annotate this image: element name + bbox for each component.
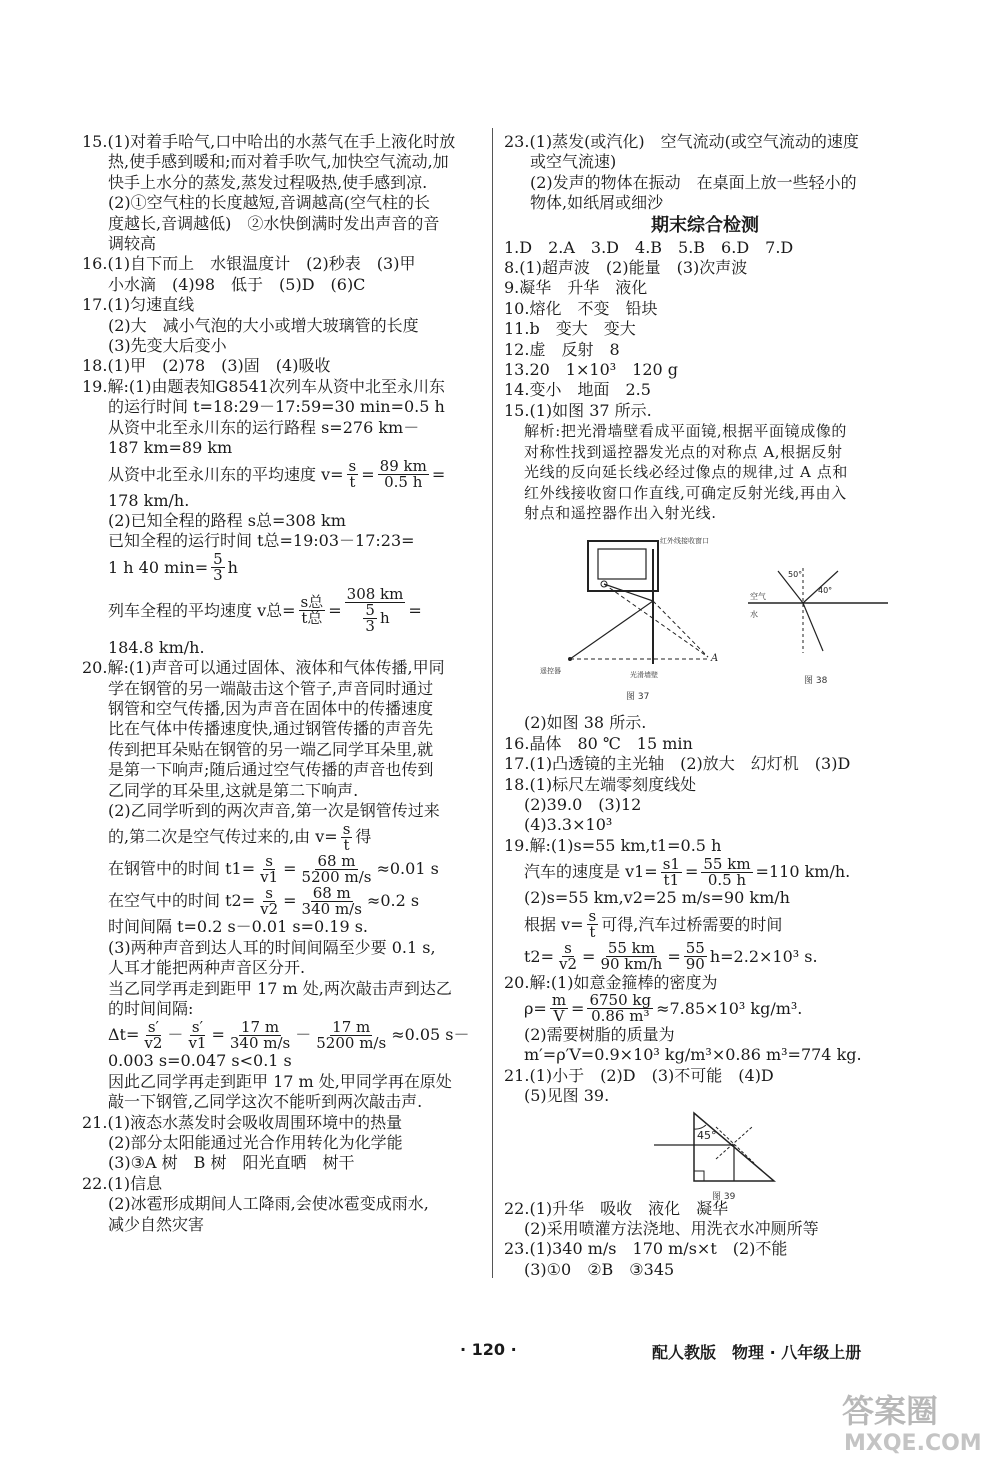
eq-text: h=2.2×10³ s.: [709, 946, 818, 966]
answer-21: [82, 1113, 487, 1174]
answer-17: [82, 295, 487, 356]
label-air: 空气: [750, 592, 766, 602]
answer-16: 16.晶体 80 ℃ 15 min: [504, 733, 693, 753]
answer-19: [504, 836, 906, 973]
answer-23-prev: [504, 132, 906, 214]
fraction: [228, 1020, 292, 1051]
numerator: s: [348, 458, 357, 475]
numerator: s′: [191, 1019, 203, 1036]
fraction: [300, 854, 374, 885]
label-45: 45°: [697, 1128, 717, 1142]
eq-text: =: [431, 464, 446, 484]
eq-text: ≈0.05 s－: [391, 1025, 470, 1045]
text-line: 16.(1)自下而上 水银温度计 (2)秒表 (3)甲: [82, 254, 416, 274]
answer-21: [504, 1066, 906, 1107]
eq-text: 汽车的速度是 v1=: [524, 862, 658, 882]
eq-text: ≈7.85×10³ kg/m³.: [656, 998, 803, 1018]
text-line: 小水滴 (4)98 低于 (5)D (6)C: [108, 274, 366, 294]
eq-text: =: [667, 946, 681, 966]
eq-text: ρ=: [524, 998, 547, 1018]
text-line: (3)两种声音到达人耳的时间间隔至少要 0.1 s,: [108, 937, 436, 957]
numerator: 17 m: [241, 1019, 280, 1036]
figure-38: [748, 563, 898, 663]
text-line: 乙同学的耳朵里,这就是第二下响声.: [108, 780, 359, 800]
numerator: 55: [685, 940, 705, 958]
text-line: (2)乙同学听到的两次声音,第一次是钢管传过来: [108, 800, 440, 820]
text-line: 18.(1)标尺左端零刻度线处: [504, 774, 697, 794]
fraction: [661, 857, 682, 888]
eq-text: Δt=: [108, 1025, 140, 1045]
numerator: 5: [213, 551, 223, 569]
watermark-logo: [834, 1386, 994, 1456]
text-line: 时间间隔 t=0.2 s－0.01 s=0.19 s.: [108, 917, 369, 937]
eq-text: 可得,汽车过桥需要的时间: [601, 914, 783, 934]
answer-1-7: 1.D 2.A 3.D 4.B 5.B 6.D 7.D: [504, 237, 794, 257]
text-line: (2)冰雹形成期间人工降雨,会使冰雹变成雨水,: [108, 1194, 429, 1214]
fraction: [684, 941, 707, 972]
label-40: 40°: [818, 586, 833, 596]
text-line: 解析:把光滑墙壁看成平面镜,根据平面镜成像的: [524, 422, 848, 441]
text-line: 178 km/h.: [108, 490, 190, 510]
answer-18: [504, 775, 906, 836]
fraction: [550, 993, 568, 1024]
fraction: [186, 1020, 208, 1051]
fraction: [142, 1020, 164, 1051]
text-line: 减少自然灾害: [108, 1214, 205, 1234]
fraction: [341, 822, 353, 853]
text-line: 红外线接收窗口作直线,可确定反射光线,再由入: [524, 483, 847, 502]
denominator: t1: [663, 870, 680, 889]
answer-11: 11.b 变大 变大: [504, 319, 636, 339]
eq-text: =: [582, 946, 596, 966]
numerator: m: [551, 992, 567, 1010]
fraction: [345, 587, 406, 634]
text-line: (4)3.3×10³: [524, 815, 613, 835]
denominator: t总: [301, 609, 323, 628]
numerator: 55 km: [607, 940, 655, 958]
column-divider: [492, 128, 493, 1278]
answer-15: 15.(1)如图 37 所示.: [504, 400, 652, 420]
text-line: 是第一下响声;随后通过空气传播的声音也传到: [108, 760, 434, 780]
text-line: 的运行时间 t=18:29－17:59=30 min=0.5 h: [108, 397, 445, 417]
figures-37-38: [504, 523, 906, 713]
eq-text: =: [211, 1025, 225, 1045]
text-line: 19.解:(1)s=55 km,t1=0.5 h: [504, 835, 722, 855]
text-line: 热,使手感到暖和;而对着手吹气,加快空气流动,加: [108, 152, 449, 172]
fraction: [598, 941, 664, 972]
text-line: 已知全程的运行时间 t总=19:03－17:23=: [108, 531, 415, 551]
refracted-ray: [803, 603, 823, 651]
equation: [504, 856, 906, 888]
text-line: 184.8 km/h.: [108, 637, 205, 657]
denominator: 90 km/h: [600, 955, 663, 973]
denominator: v2: [260, 899, 279, 918]
fraction: [258, 886, 280, 917]
eq-text: 在空气中的时间 t2=: [108, 891, 256, 911]
eq-text: 在钢管中的时间 t1=: [108, 859, 256, 879]
book-info: 配人教版 物理 · 八年级上册: [652, 1343, 862, 1362]
fraction: [701, 857, 752, 888]
denominator: v1: [188, 1033, 207, 1052]
denominator: 5200 m/s: [301, 867, 372, 886]
label-remote: 遥控器: [540, 667, 561, 676]
text-line: (2)大 减小气泡的大小或增大玻璃管的长度: [108, 315, 419, 335]
extension-line: [653, 601, 708, 657]
fraction: [300, 886, 364, 917]
text-line: 光线的反向延长线必经过像点的规律,过 A 点和: [524, 463, 848, 482]
page-number: · 120 ·: [460, 1340, 517, 1359]
eq-text: 1 h 40 min=: [108, 557, 209, 577]
text-line: 15.(1)对着手哈气,口中哈出的水蒸气在手上液化时放: [82, 132, 456, 151]
eq-text: 根据 v=: [524, 914, 584, 934]
text-line: 22.(1)信息: [82, 1173, 163, 1193]
label-water: 水: [750, 610, 758, 620]
numerator: 55 km: [703, 856, 751, 873]
answer-18: 18.(1)甲 (2)78 (3)固 (4)吸收: [82, 356, 331, 376]
text-line: (3)③A 树 B 树 阳光直晒 树干: [108, 1153, 355, 1173]
watermark-text-url: MXQE.COM: [844, 1431, 982, 1456]
text-line: 传到把耳朵贴在钢管的另一端乙同学耳朵里,就: [108, 739, 434, 759]
text-line: 21.(1)液态水蒸发时会吸收周围环境中的热量: [82, 1112, 403, 1132]
eq-text: =110 km/h.: [755, 862, 851, 882]
equation: [82, 1019, 487, 1051]
answer-10: 10.熔化 不变 铅块: [504, 298, 658, 318]
denominator: v2: [559, 955, 578, 973]
text-line: 23.(1)蒸发(或汽化) 空气流动(或空气流动的速度: [504, 132, 859, 151]
text-line: 23.(1)340 m/s 170 m/s×t (2)不能: [504, 1239, 788, 1259]
eq-text: =: [328, 600, 342, 620]
equation: [504, 941, 906, 973]
text-line: 调较高: [108, 234, 157, 254]
equation: [504, 993, 906, 1025]
equation: [82, 584, 487, 638]
equation: [82, 853, 487, 885]
label-a: A: [711, 653, 719, 665]
numerator: s: [564, 940, 572, 958]
denominator: t: [343, 835, 350, 854]
watermark-text-cn: 答案圈: [842, 1392, 939, 1430]
answer-8: 8.(1)超声波 (2)能量 (3)次声波: [504, 258, 748, 278]
equation: [82, 552, 487, 584]
answer-13: 13.20 1×10³ 120 g: [504, 360, 679, 380]
text-line: 物体,如纸屑或细沙: [530, 193, 664, 213]
fraction: [378, 459, 429, 490]
denominator: t: [589, 923, 596, 941]
text-line: 17.(1)匀速直线: [82, 295, 195, 315]
eq-text: h: [227, 557, 238, 577]
equation: [82, 821, 487, 853]
fraction: [587, 909, 599, 940]
eq-text: =: [283, 859, 297, 879]
text-line: 对称性找到遥控器发光点的对称点 A,根据反射: [524, 442, 843, 461]
denominator: v1: [260, 867, 279, 886]
answer-20: [82, 658, 487, 1113]
numerator: s: [588, 908, 597, 926]
section-title: 期末综合检测: [651, 214, 759, 236]
reflected-ray: [604, 584, 653, 601]
fraction: [299, 595, 326, 626]
text-line: (2)需要树脂的质量为: [524, 1024, 675, 1044]
answer-12: 12.虚 反射 8: [504, 339, 620, 359]
text-line: 因此乙同学再走到距甲 17 m 处,甲同学再在原处: [108, 1071, 452, 1091]
label-wall: 光滑墙壁: [630, 671, 658, 680]
figure-39-wrap: [504, 1107, 906, 1202]
denominator: 340 m/s: [229, 1033, 291, 1052]
text-line: (2)39.0 (3)12: [524, 794, 642, 814]
eq-text: h: [379, 609, 390, 628]
text-line: 钢管和空气传播,因为声音在固体中的传播速度: [108, 698, 434, 718]
numerator: 89 km: [379, 458, 427, 475]
denominator: 3: [365, 617, 375, 636]
answer-22: [82, 1174, 487, 1235]
text-line: (2)采用喷灌方法浇地、用洗衣水冲厕所等: [524, 1219, 819, 1238]
equation: [504, 909, 906, 941]
text-line: 20.解:(1)如意金箍棒的密度为: [504, 972, 718, 992]
text-line: 学在钢管的另一端敲击这个管子,声音同时通过: [108, 678, 434, 698]
eq-text: =: [408, 600, 422, 620]
eq-text: 的,第二次是空气传过来的,由 v=: [108, 827, 338, 847]
text-line: (2)s=55 km,v2=25 m/s=90 km/h: [524, 888, 790, 908]
text-line: 或空气流速): [530, 152, 617, 172]
fraction: [258, 854, 280, 885]
numerator: s1: [662, 856, 680, 873]
fraction: [587, 993, 653, 1024]
numerator: 68 m: [312, 885, 351, 902]
denominator: t: [349, 473, 356, 491]
text-line: 的时间间隔:: [108, 999, 194, 1018]
denominator: 0.5 h: [707, 870, 747, 889]
left-column: [82, 132, 487, 1235]
answer-20: [504, 973, 906, 1066]
text-line: (2)发声的物体在振动 在桌面上放一些轻小的: [530, 172, 857, 192]
label-window: 红外线接收窗口: [660, 537, 709, 546]
eq-text: ≈0.01 s: [376, 859, 439, 879]
text-line: 22.(1)升华 吸收 液化 凝华: [504, 1198, 729, 1218]
tv-screen: [598, 549, 646, 579]
text-line: (2)已知全程的路程 s总=308 km: [108, 510, 346, 530]
right-column: [504, 132, 906, 1280]
equation: [82, 459, 487, 491]
eq-text: ≈0.2 s: [366, 891, 420, 911]
fraction: [347, 459, 359, 490]
text-line: m′=ρ′V=0.9×10³ kg/m³×0.86 m³=774 kg.: [524, 1045, 862, 1065]
numerator: s′: [147, 1019, 159, 1036]
text-line: (2)部分太阳能通过光合作用转化为化学能: [108, 1133, 403, 1153]
equation: [82, 885, 487, 917]
text-line: (3)先变大后变小: [108, 336, 227, 356]
eq-text: =: [571, 998, 585, 1018]
numerator: s总: [300, 593, 324, 612]
answer-16: [82, 254, 487, 295]
answer-17: 17.(1)凸透镜的主光轴 (2)放大 幻灯机 (3)D: [504, 754, 851, 774]
fraction: [363, 603, 377, 634]
fraction: [314, 1020, 388, 1051]
answer-19: [82, 377, 487, 658]
denominator: V: [553, 1007, 565, 1025]
text-line: 21.(1)小于 (2)D (3)不可能 (4)D: [504, 1065, 774, 1085]
remote-dot: [568, 657, 572, 661]
numerator: s: [265, 885, 273, 902]
text-line: 187 km=89 km: [108, 438, 233, 458]
text-line: 当乙同学再走到距甲 17 m 处,两次敲击声到达乙: [108, 978, 452, 998]
text-line: 19.解:(1)由题表知G8541次列车从资中北至永川东: [82, 376, 446, 396]
denominator: [358, 603, 391, 634]
text-line: 从资中北至永川东的运行路程 s=276 km－: [108, 417, 420, 437]
text-line: (5)见图 39.: [524, 1086, 610, 1106]
analysis: [504, 421, 906, 523]
eq-text: 得: [355, 827, 372, 847]
text-line: 人耳才能把两种声音区分开.: [108, 958, 306, 978]
text-line: 快手上水分的蒸发,蒸发过程吸热,使手感到凉.: [108, 172, 428, 192]
label-50: 50°: [788, 570, 803, 580]
numerator: 6750 kg: [589, 992, 652, 1010]
denominator: 3: [213, 566, 223, 584]
figure-39: [654, 1109, 794, 1185]
answer-15: [82, 132, 487, 254]
eq-text: 从资中北至永川东的平均速度 v=: [108, 464, 344, 484]
eq-text: =: [684, 862, 699, 882]
answer-9: 9.凝华 升华 液化: [504, 278, 648, 298]
eq-text: －: [167, 1025, 184, 1045]
text-line: (2)①空气柱的长度越短,音调越高(空气柱的长: [108, 193, 430, 213]
numerator: 68 m: [317, 853, 356, 870]
denominator: v2: [144, 1033, 163, 1052]
text-line: 射点和遥控器作出入射光线.: [524, 503, 717, 522]
figure-37: [540, 529, 730, 679]
numerator: s: [342, 821, 351, 838]
text-line: 20.解:(1)声音可以通过固体、液体和气体传播,甲同: [82, 658, 445, 678]
text-line: 度越长,音调越低) ②水快倒满时发出声音的音: [108, 213, 440, 233]
figure-37-caption: 图 37: [626, 692, 650, 703]
right-angle-mark: [694, 1171, 704, 1181]
numerator: s: [265, 853, 273, 870]
eq-text: 列车全程的平均速度 v总=: [108, 600, 296, 620]
figure-39-caption: 图 39: [712, 1191, 736, 1202]
numerator: 308 km: [346, 585, 404, 604]
denominator: 0.86 m³: [591, 1007, 650, 1025]
text-line: 比在气体中传播速度快,通过钢管传播的声音先: [108, 719, 434, 739]
denominator: 340 m/s: [301, 899, 362, 918]
numerator: 5: [365, 601, 375, 620]
denominator: 0.5 h: [384, 473, 423, 491]
answer-15-2: (2)如图 38 所示.: [524, 713, 647, 733]
figure-38-caption: 图 38: [804, 676, 828, 687]
eq-text: =: [283, 891, 297, 911]
answer-23: [504, 1239, 906, 1280]
eq-text: =: [361, 464, 375, 484]
answer-14: 14.变小 地面 2.5: [504, 380, 651, 400]
fraction: [211, 552, 225, 583]
answer-22: [504, 1199, 906, 1240]
text-line: 0.003 s=0.047 s<0.1 s: [108, 1051, 292, 1071]
numerator: 17 m: [332, 1019, 371, 1036]
eq-text: t2=: [524, 946, 555, 966]
denominator: 90: [685, 955, 705, 973]
fraction: [557, 941, 579, 972]
denominator: 5200 m/s: [316, 1033, 387, 1052]
text-line: 敲一下钢管,乙同学这次不能听到两次敲击声.: [108, 1092, 423, 1112]
eq-text: －: [295, 1025, 312, 1045]
symmetry-line: [604, 584, 708, 657]
text-line: (3)①0 ②B ③345: [524, 1259, 675, 1279]
